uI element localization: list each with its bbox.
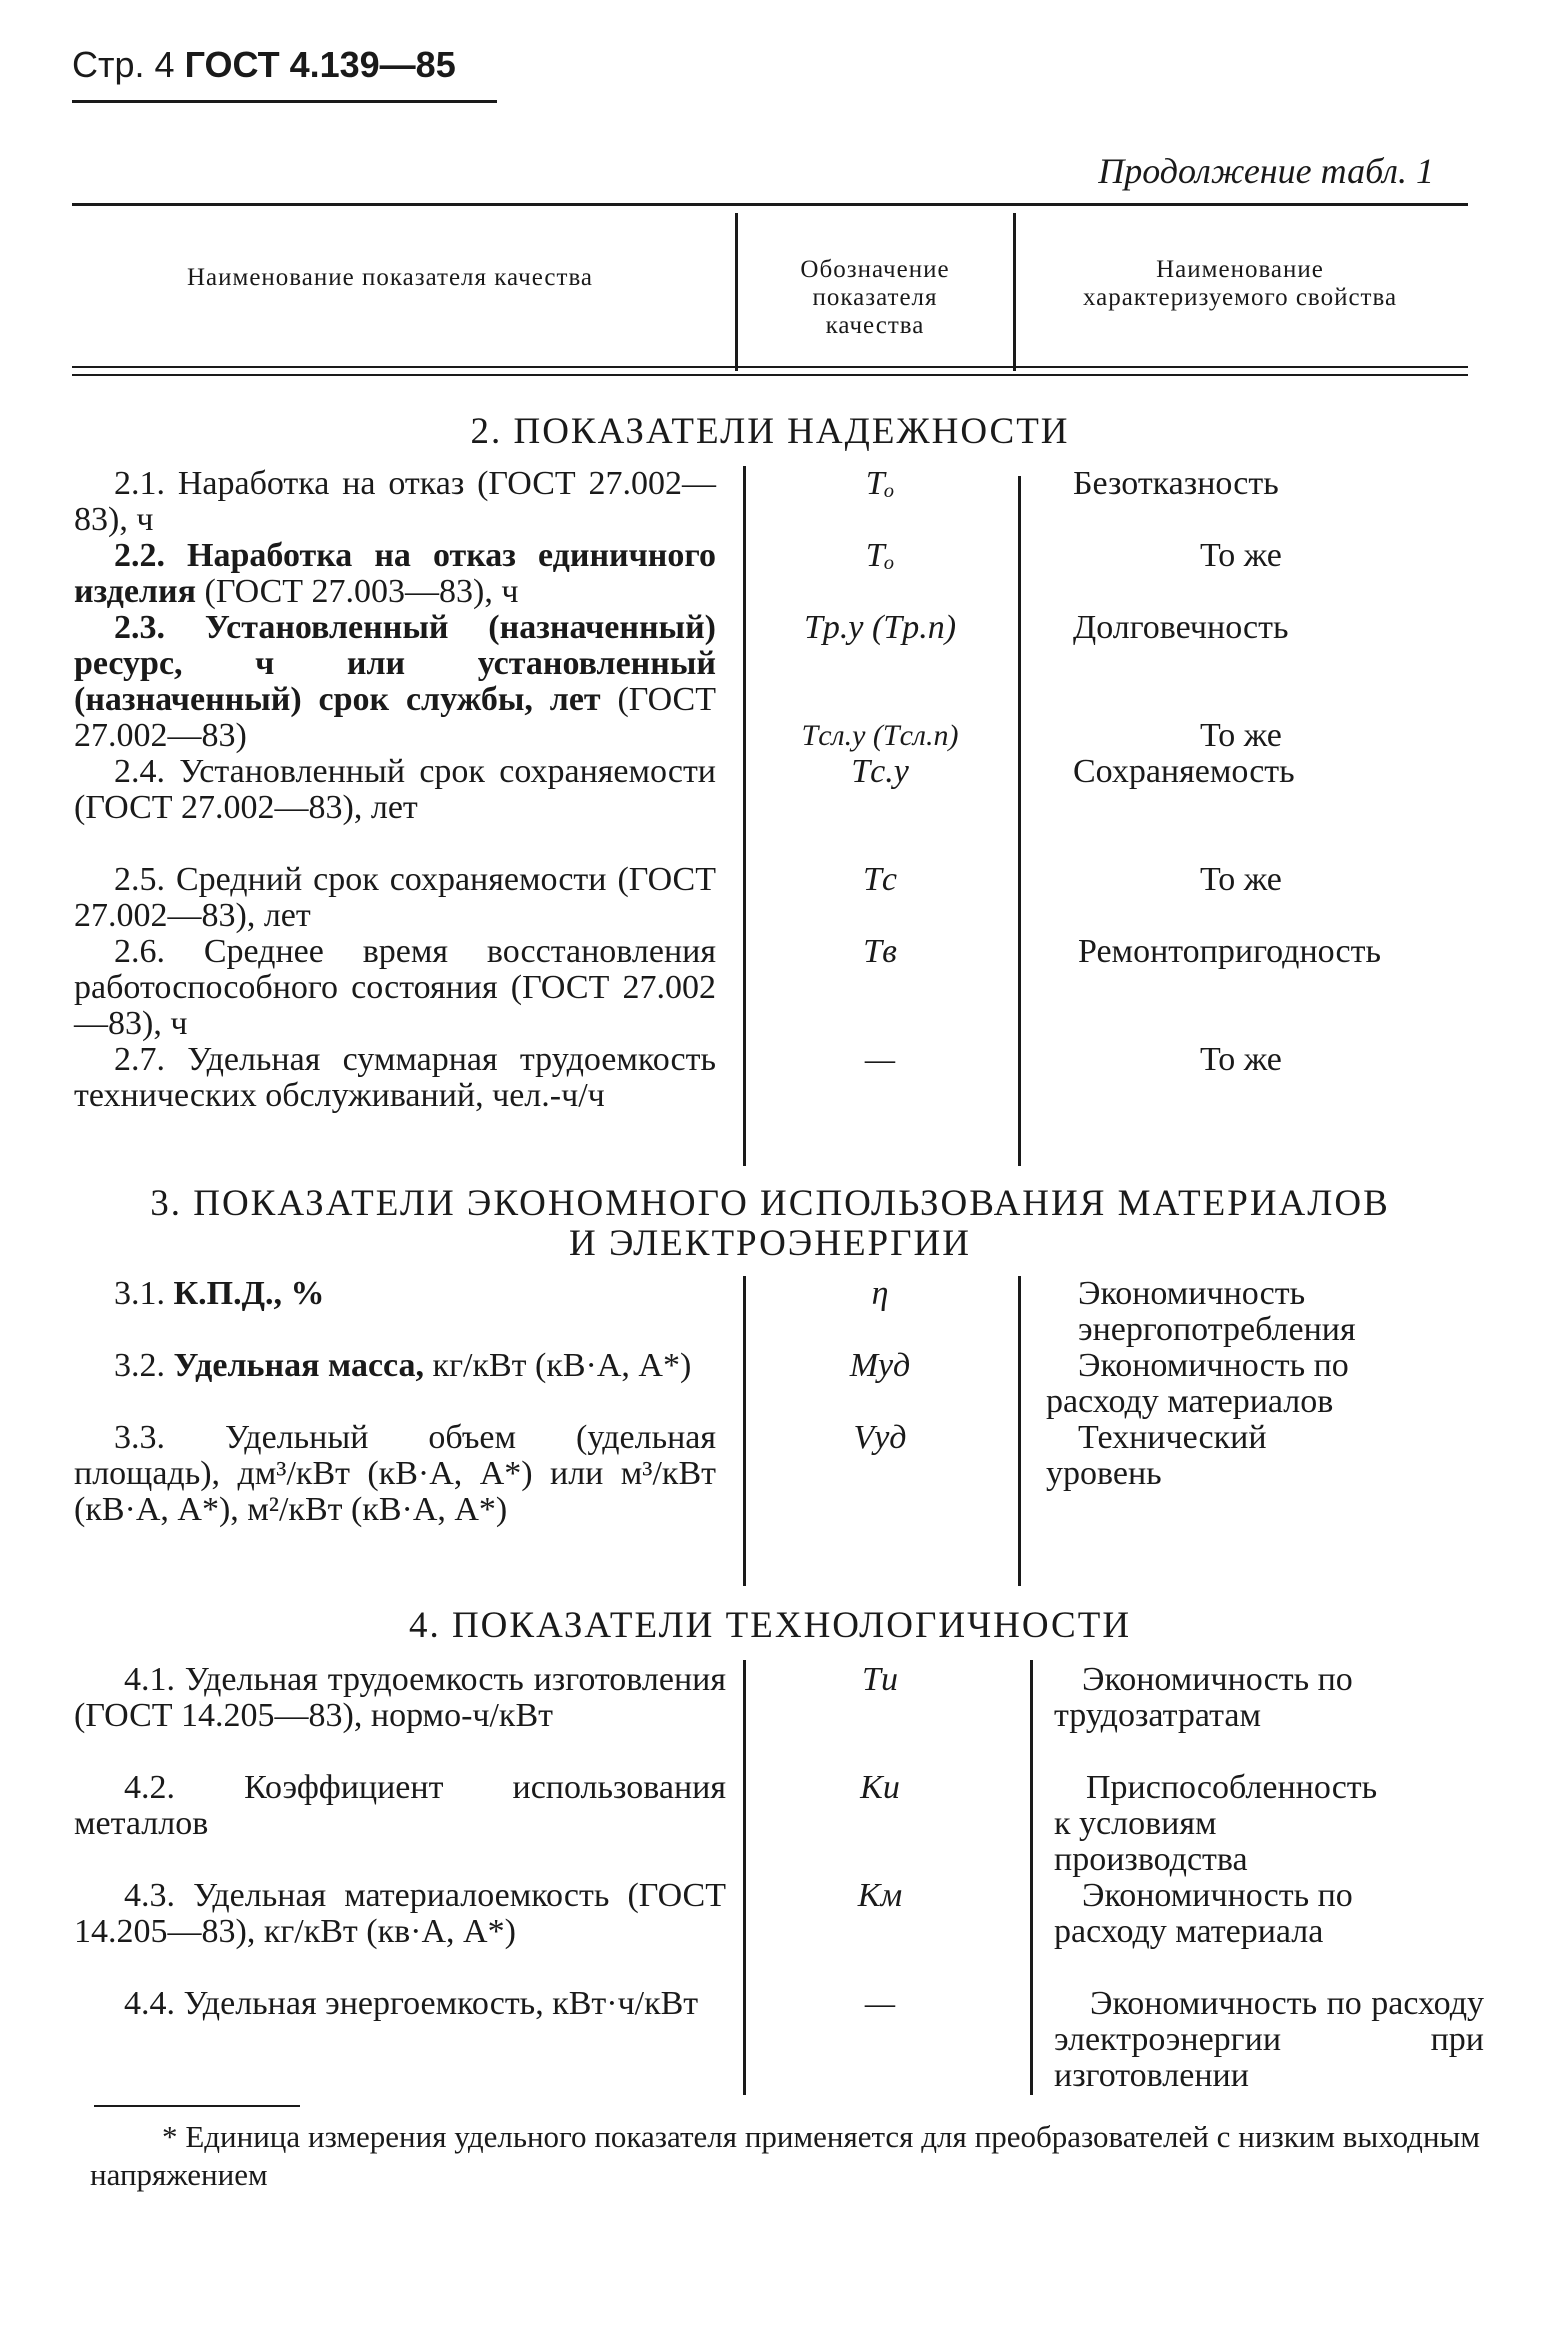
row-2-3-property-2: То же <box>1200 717 1282 754</box>
page-number: Стр. 4 <box>72 44 175 85</box>
header-rule <box>72 100 497 103</box>
column-header-property: Наименование характеризуемого свойства <box>1082 256 1398 311</box>
table-header-rule <box>72 366 1468 368</box>
row-2-4-name: 2.4. Установленный срок сохраняемости (ГОСТ 27.002—83), лет <box>74 753 716 826</box>
column-divider <box>1013 213 1016 371</box>
row-4-2-property: Приспособленность к условиям производства <box>1054 1769 1378 1878</box>
table-header-rule <box>72 374 1468 376</box>
section-title-reliability: 2. ПОКАЗАТЕЛИ НАДЕЖНОСТИ <box>470 411 1070 452</box>
row-4-2-name: 4.2. Коэффициент использования металлов <box>74 1769 726 1842</box>
row-4-4-symbol: — <box>864 1985 896 2022</box>
row-2-6-symbol: Tв <box>863 933 897 970</box>
continuation-label: Продолжение табл. 1 <box>1098 151 1434 191</box>
row-2-4-property: Сохраняемость <box>1073 753 1295 790</box>
row-4-3-name: 4.3. Удельная материалоемкость (ГОСТ 14.205—83), кг/кВт (кв·А, А*) <box>74 1877 726 1950</box>
row-4-3-symbol: Kм <box>857 1877 903 1914</box>
row-2-2-name: 2.2. Наработка на отказ единичного изделия (ГОСТ 27.003—83), ч <box>74 537 716 610</box>
row-2-1-name: 2.1. Наработка на отказ (ГОСТ 27.002—83), ч <box>74 465 716 538</box>
column-header-name: Наименование показателя качества <box>186 264 594 291</box>
row-4-1-symbol: Tи <box>862 1661 898 1698</box>
footnote: * Единица измерения удельного показателя применяется для преобразователей с низким выходным напряжением <box>90 2119 1480 2192</box>
footnote-rule <box>94 2105 300 2107</box>
row-4-4-name: 4.4. Удельная энергоемкость, кВт·ч/кВт <box>124 1985 699 2022</box>
row-2-3-name: 2.3. Установленный (назначенный) ресурс, ч или установленный (назначенный) срок службы, лет (ГОСТ 27.002—83) <box>74 609 716 754</box>
row-2-5-name: 2.5. Средний срок сохраняемости (ГОСТ 27.002—83), лет <box>74 861 716 934</box>
row-2-1-symbol: Tₒ <box>865 465 895 502</box>
row-4-3-property: Экономичность по расходу материала <box>1054 1877 1353 1950</box>
row-3-1-name: 3.1. К.П.Д., % <box>114 1275 325 1312</box>
row-2-1-property: Безотказность <box>1073 465 1279 502</box>
row-3-2-symbol: Mуд <box>849 1347 911 1384</box>
row-4-2-symbol: Kи <box>860 1769 900 1806</box>
row-4-1-property: Экономичность по трудозатратам <box>1054 1661 1353 1734</box>
row-3-3-name: 3.3. Удельный объем (удельная площадь), дм³/кВт (кВ·А, А*) или м³/кВт (кВ·А, А*), м²/кВт (кВ·А, А*) <box>74 1419 716 1528</box>
row-2-4-symbol: Tс.у <box>851 753 909 790</box>
table-top-rule <box>72 203 1468 206</box>
row-3-2-name: 3.2. Удельная масса, кг/кВт (кВ·А, А*) <box>114 1347 692 1384</box>
column-divider <box>735 213 738 371</box>
row-2-3-symbol: Tр.у (Tр.п) <box>803 609 957 646</box>
row-2-6-name: 2.6. Среднее время восстановления работоспособного состояния (ГОСТ 27.002—83), ч <box>74 933 716 1042</box>
section-title-economy: 3. ПОКАЗАТЕЛИ ЭКОНОМНОГО ИСПОЛЬЗОВАНИЯ МАТЕРИАЛОВ И ЭЛЕКТРОЭНЕРГИИ <box>150 1183 1390 1264</box>
row-2-3-symbol-2: Tсл.у (Tсл.п) <box>801 719 959 752</box>
row-4-4-property: Экономичность по расходу электроэнергии при изготовлении <box>1054 1985 1484 2094</box>
row-2-5-property: То же <box>1200 861 1282 898</box>
row-2-6-property: Ремонтопригодность <box>1078 933 1381 970</box>
row-3-3-symbol: Vуд <box>853 1419 907 1456</box>
column-divider <box>1030 1660 1033 2095</box>
row-3-3-property: Технический уровень <box>1046 1419 1267 1492</box>
row-2-7-name: 2.7. Удельная суммарная трудоемкость технических обслуживаний, чел.-ч/ч <box>74 1041 716 1114</box>
row-2-2-property: То же <box>1200 537 1282 574</box>
section-title-technology: 4. ПОКАЗАТЕЛИ ТЕХНОЛОГИЧНОСТИ <box>408 1605 1132 1646</box>
row-3-1-property: Экономичность энергопотребления <box>1078 1275 1356 1348</box>
column-header-designation: Обозначение показателя качества <box>800 256 950 339</box>
standard-number: ГОСТ 4.139—85 <box>184 44 456 85</box>
row-2-3-property: Долговечность <box>1073 609 1289 646</box>
row-3-1-symbol: η <box>871 1275 889 1312</box>
row-4-1-name: 4.1. Удельная трудоемкость изготовления (ГОСТ 14.205—83), нормо-ч/кВт <box>74 1661 726 1734</box>
row-2-7-symbol: — <box>864 1041 896 1078</box>
row-3-2-property: Экономичность по расходу материалов <box>1046 1347 1349 1420</box>
row-2-5-symbol: Tс <box>863 861 897 898</box>
row-2-7-property: То же <box>1200 1041 1282 1078</box>
row-2-2-symbol: Tₒ <box>865 537 895 574</box>
page-header <box>72 44 456 86</box>
